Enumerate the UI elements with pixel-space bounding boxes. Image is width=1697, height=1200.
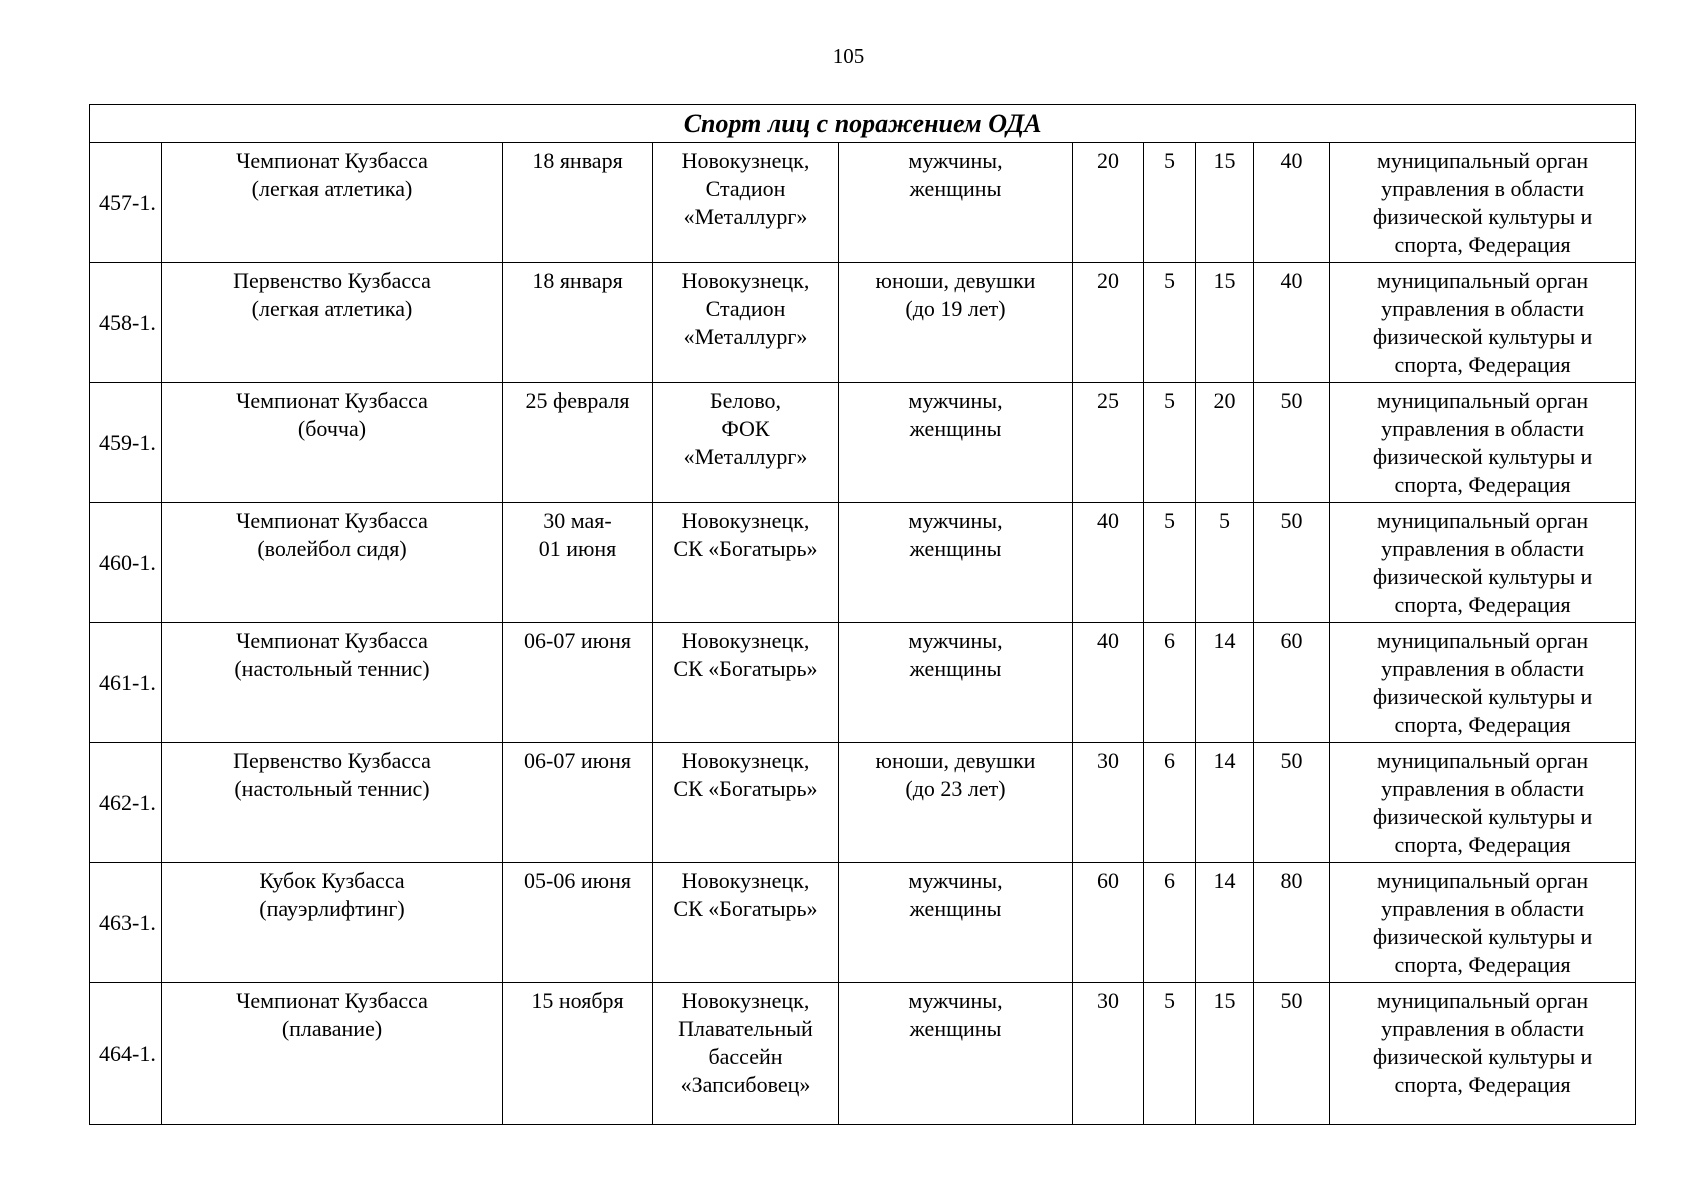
event-organizer: муниципальный орган управления в области физической культуры и спорта, Федерация <box>1330 263 1636 383</box>
count-col-4: 50 <box>1254 503 1330 623</box>
event-name: Чемпионат Кузбасса (плавание) <box>162 983 503 1125</box>
count-col-1: 25 <box>1073 383 1144 503</box>
count-col-4: 40 <box>1254 263 1330 383</box>
count-col-2: 5 <box>1144 263 1196 383</box>
participants-category: мужчины, женщины <box>839 143 1073 263</box>
count-col-3: 5 <box>1196 503 1254 623</box>
section-title: Спорт лиц с поражением ОДА <box>90 105 1636 143</box>
table-row <box>90 383 1636 503</box>
count-col-3: 15 <box>1196 983 1254 1125</box>
count-col-3: 14 <box>1196 623 1254 743</box>
competition-schedule-table <box>89 104 1636 1125</box>
participants-category: мужчины, женщины <box>839 863 1073 983</box>
count-col-2: 6 <box>1144 743 1196 863</box>
table-row <box>90 983 1636 1125</box>
event-date: 06-07 июня <box>503 743 653 863</box>
section-header-row <box>90 105 1636 143</box>
row-number: 457-1. <box>90 143 162 263</box>
event-organizer: муниципальный орган управления в области физической культуры и спорта, Федерация <box>1330 743 1636 863</box>
event-venue: Новокузнецк, СК «Богатырь» <box>653 623 839 743</box>
row-number: 458-1. <box>90 263 162 383</box>
table-row <box>90 623 1636 743</box>
event-venue: Новокузнецк, Стадион «Металлург» <box>653 143 839 263</box>
event-organizer: муниципальный орган управления в области физической культуры и спорта, Федерация <box>1330 143 1636 263</box>
event-date: 25 февраля <box>503 383 653 503</box>
count-col-1: 30 <box>1073 983 1144 1125</box>
participants-category: мужчины, женщины <box>839 983 1073 1125</box>
row-number: 463-1. <box>90 863 162 983</box>
event-name: Чемпионат Кузбасса (волейбол сидя) <box>162 503 503 623</box>
row-number: 459-1. <box>90 383 162 503</box>
event-date: 06-07 июня <box>503 623 653 743</box>
row-number: 460-1. <box>90 503 162 623</box>
event-name: Чемпионат Кузбасса (легкая атлетика) <box>162 143 503 263</box>
count-col-4: 40 <box>1254 143 1330 263</box>
event-name: Чемпионат Кузбасса (бочча) <box>162 383 503 503</box>
count-col-1: 60 <box>1073 863 1144 983</box>
count-col-1: 20 <box>1073 143 1144 263</box>
event-venue: Новокузнецк, СК «Богатырь» <box>653 743 839 863</box>
row-number: 461-1. <box>90 623 162 743</box>
count-col-2: 5 <box>1144 983 1196 1125</box>
participants-category: мужчины, женщины <box>839 623 1073 743</box>
count-col-3: 15 <box>1196 143 1254 263</box>
table-row <box>90 743 1636 863</box>
event-name: Первенство Кузбасса (настольный теннис) <box>162 743 503 863</box>
count-col-2: 5 <box>1144 503 1196 623</box>
count-col-3: 14 <box>1196 743 1254 863</box>
count-col-2: 6 <box>1144 623 1196 743</box>
count-col-4: 50 <box>1254 983 1330 1125</box>
event-name: Первенство Кузбасса (легкая атлетика) <box>162 263 503 383</box>
count-col-1: 30 <box>1073 743 1144 863</box>
event-date: 05-06 июня <box>503 863 653 983</box>
participants-category: мужчины, женщины <box>839 383 1073 503</box>
count-col-1: 40 <box>1073 623 1144 743</box>
table-row <box>90 863 1636 983</box>
count-col-4: 80 <box>1254 863 1330 983</box>
event-venue: Новокузнецк, Плавательный бассейн «Запсибовец» <box>653 983 839 1125</box>
event-venue: Новокузнецк, СК «Богатырь» <box>653 503 839 623</box>
count-col-1: 40 <box>1073 503 1144 623</box>
table-row <box>90 143 1636 263</box>
event-organizer: муниципальный орган управления в области физической культуры и спорта, Федерация <box>1330 623 1636 743</box>
event-organizer: муниципальный орган управления в области физической культуры и спорта, Федерация <box>1330 503 1636 623</box>
event-date: 18 января <box>503 263 653 383</box>
count-col-3: 20 <box>1196 383 1254 503</box>
table-row <box>90 263 1636 383</box>
count-col-3: 14 <box>1196 863 1254 983</box>
count-col-2: 5 <box>1144 143 1196 263</box>
row-number: 464-1. <box>90 983 162 1125</box>
event-venue: Белово, ФОК «Металлург» <box>653 383 839 503</box>
count-col-4: 50 <box>1254 743 1330 863</box>
page-number: 105 <box>832 44 865 68</box>
count-col-4: 50 <box>1254 383 1330 503</box>
event-organizer: муниципальный орган управления в области физической культуры и спорта, Федерация <box>1330 863 1636 983</box>
event-date: 15 ноября <box>503 983 653 1125</box>
participants-category: юноши, девушки (до 19 лет) <box>839 263 1073 383</box>
count-col-3: 15 <box>1196 263 1254 383</box>
count-col-4: 60 <box>1254 623 1330 743</box>
participants-category: мужчины, женщины <box>839 503 1073 623</box>
row-number: 462-1. <box>90 743 162 863</box>
event-date: 18 января <box>503 143 653 263</box>
count-col-2: 5 <box>1144 383 1196 503</box>
event-name: Кубок Кузбасса (пауэрлифтинг) <box>162 863 503 983</box>
table-row <box>90 503 1636 623</box>
event-venue: Новокузнецк, СК «Богатырь» <box>653 863 839 983</box>
event-venue: Новокузнецк, Стадион «Металлург» <box>653 263 839 383</box>
event-name: Чемпионат Кузбасса (настольный теннис) <box>162 623 503 743</box>
event-organizer: муниципальный орган управления в области физической культуры и спорта, Федерация <box>1330 983 1636 1125</box>
event-date: 30 мая- 01 июня <box>503 503 653 623</box>
participants-category: юноши, девушки (до 23 лет) <box>839 743 1073 863</box>
count-col-2: 6 <box>1144 863 1196 983</box>
count-col-1: 20 <box>1073 263 1144 383</box>
event-organizer: муниципальный орган управления в области физической культуры и спорта, Федерация <box>1330 383 1636 503</box>
